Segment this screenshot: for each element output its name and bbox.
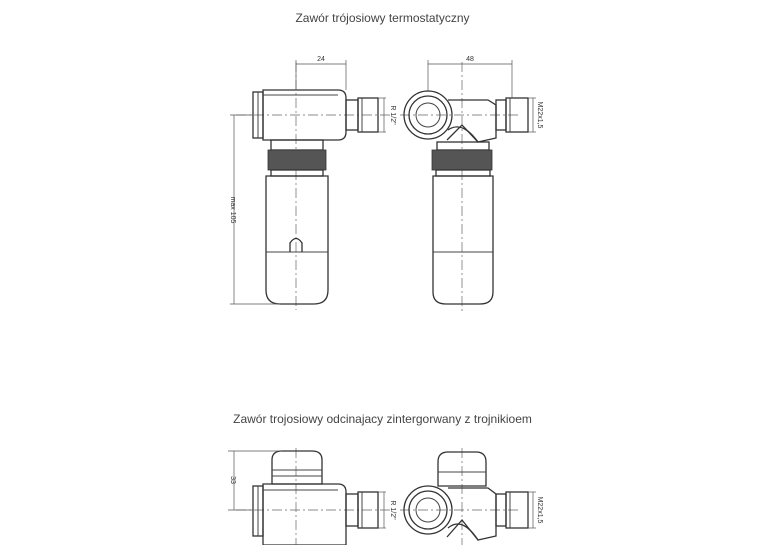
bottom-left-thread-label: R 1/2" bbox=[389, 500, 396, 520]
bottom-drawing-title: Zawór trojosiowy odcinajacy zintergorwany z trojnikioem bbox=[233, 412, 532, 426]
bottom-left-height-dimension: 33 bbox=[229, 476, 236, 484]
top-right-width-dimension: 48 bbox=[466, 56, 474, 63]
bottom-right-valve-front-view bbox=[400, 448, 543, 545]
top-right-thread-label: M22x1,5 bbox=[536, 101, 543, 129]
top-drawing-title: Zawór trójosiowy termostatyczny bbox=[295, 11, 470, 25]
top-left-width-dimension: 24 bbox=[317, 56, 325, 63]
top-left-valve-side-view bbox=[229, 56, 396, 310]
top-left-thread-label: R 1/2" bbox=[389, 105, 396, 125]
bottom-right-thread-label: M22x1,5 bbox=[536, 496, 543, 524]
top-left-height-dimension: max 105 bbox=[229, 196, 236, 224]
bottom-left-valve-side-view bbox=[228, 448, 396, 545]
top-right-valve-front-view bbox=[400, 56, 543, 312]
